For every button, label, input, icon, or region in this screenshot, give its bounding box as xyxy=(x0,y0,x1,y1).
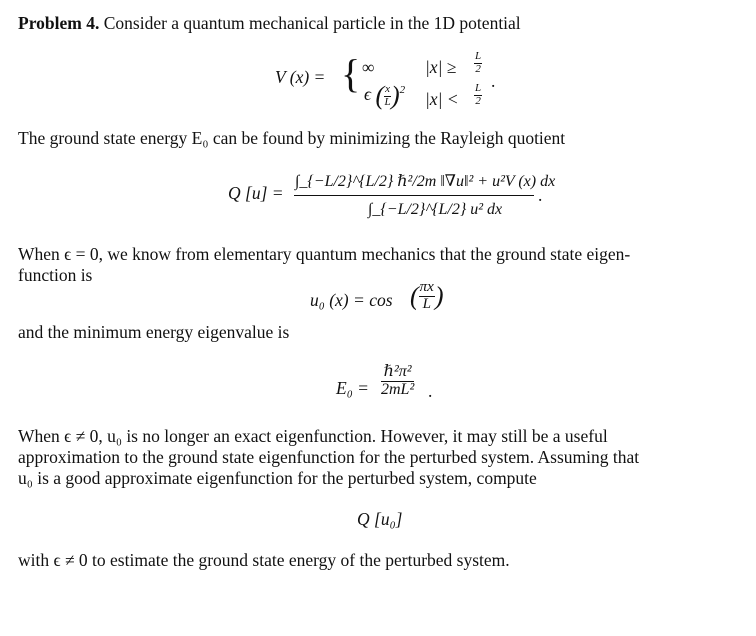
rayleigh-numerator: ∫_{−L/2}^{L/2} ℏ²/2m ‖∇u‖² + u²V (x) dx xyxy=(295,173,556,190)
u0-lhs: u₀ (x) = cos xyxy=(310,290,393,310)
half-num: L xyxy=(475,50,482,62)
potential-period: . xyxy=(491,71,496,91)
rayleigh-fraction-bar xyxy=(294,195,534,196)
rayleigh-lhs: Q [u] = xyxy=(228,183,284,203)
e0-period: . xyxy=(428,381,433,401)
rayleigh-period: . xyxy=(538,185,543,205)
q-u0-eq: Q [u₀] xyxy=(357,509,403,529)
potential-case1-cond: |x| ≥ xyxy=(425,57,457,77)
potential-case2-half: $\frac{L}{2}$ xyxy=(475,82,482,107)
perturbed-final: with ϵ ≠ 0 to estimate the ground state energy of the perturbed system. xyxy=(18,550,510,570)
perturbed-line1: When ϵ ≠ 0, u₀ is no longer an exact eigenfunction. However, it may still be a useful xyxy=(18,426,608,446)
eps-zero-line1: When ϵ = 0, we know from elementary quantum mechanics that the ground state eigen- xyxy=(18,244,631,264)
perturbed-line2: approximation to the ground state eigenfunction for the perturbed system. Assuming that xyxy=(18,447,640,467)
perturbed-line3: u₀ is a good approximate eigenfunction for the perturbed system, compute xyxy=(18,468,537,488)
e0-num: ℏ²π² xyxy=(381,364,414,382)
potential-case1-half xyxy=(474,51,482,75)
problem-statement xyxy=(18,13,521,34)
u0-den: L xyxy=(422,295,431,312)
problem-label: Problem 4. xyxy=(18,13,100,33)
x-frac-num: x xyxy=(385,82,390,95)
e0-den: 2mL² xyxy=(381,380,415,398)
x-frac-den: L xyxy=(384,95,391,108)
epsilon: ϵ xyxy=(364,84,372,105)
min-energy-text: and the minimum energy eigenvalue is xyxy=(18,322,290,342)
potential-lhs: V (x) = xyxy=(275,67,326,87)
potential-case1-value: ∞ xyxy=(362,57,375,77)
potential-case2-value: ϵ ( $\frac{x}{L}$ )$^2$ xyxy=(364,81,406,110)
potential-brace: { xyxy=(341,51,361,96)
e0-lhs: E₀ = xyxy=(336,378,369,398)
eps-zero-line2: function is xyxy=(18,265,93,285)
u0-num: πx xyxy=(419,279,434,295)
half-den: 2 xyxy=(475,62,481,75)
rayleigh-denominator: ∫_{−L/2}^{L/2} u² dx xyxy=(368,201,503,218)
u0-argument: ( $\frac{\pi x}{L}$ ) xyxy=(410,279,444,312)
potential-case2-cond: |x| < xyxy=(425,89,459,109)
e0-fraction xyxy=(381,364,414,399)
problem-intro: Consider a quantum mechanical particle in the 1D potential xyxy=(103,13,521,33)
rayleigh-intro: The ground state energy E₀ can be found by minimizing the Rayleigh quotient xyxy=(18,128,566,148)
